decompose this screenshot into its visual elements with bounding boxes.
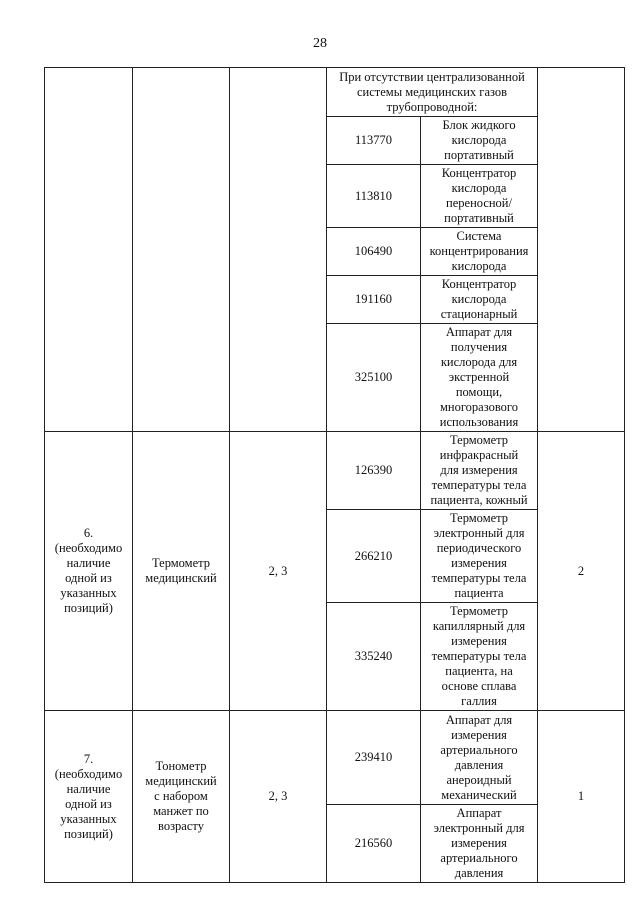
row6-name: Термометр медицинский — [133, 432, 230, 711]
item-code: 126390 — [327, 432, 421, 510]
row7-points: 2, 3 — [230, 711, 327, 883]
item-name: Термометр капиллярный для измерения температуры тела пациента, на основе сплава галлия — [421, 603, 538, 711]
row6-qty: 2 — [538, 432, 625, 711]
cell-qty-empty — [538, 68, 625, 432]
item-code: 239410 — [327, 711, 421, 805]
row7-name: Тонометр медицинский с набором манжет по возрасту — [133, 711, 230, 883]
item-name: Аппарат для получения кислорода для экстренной помощи, многоразового использования — [421, 324, 538, 432]
cell-points-empty — [230, 68, 327, 432]
cell-name-empty — [133, 68, 230, 432]
item-name: Блок жидкого кислорода портативный — [421, 117, 538, 165]
table-row — [45, 432, 625, 510]
item-code: 266210 — [327, 510, 421, 603]
item-code: 191160 — [327, 276, 421, 324]
item-code: 113810 — [327, 165, 421, 228]
oxygen-note: При отсутствии централизованной системы медицинских газов трубопроводной: — [327, 68, 538, 117]
page-number: 28 — [313, 36, 327, 51]
item-name: Аппарат электронный для измерения артериального давления — [421, 805, 538, 883]
item-name: Термометр инфракрасный для измерения температуры тела пациента, кожный — [421, 432, 538, 510]
cell-num-empty — [45, 68, 133, 432]
row6-points: 2, 3 — [230, 432, 327, 711]
equipment-table — [44, 67, 625, 883]
row7-qty: 1 — [538, 711, 625, 883]
table-row — [45, 711, 625, 805]
item-code: 325100 — [327, 324, 421, 432]
item-name: Система концентрирования кислорода — [421, 228, 538, 276]
item-name: Концентратор кислорода стационарный — [421, 276, 538, 324]
item-code: 216560 — [327, 805, 421, 883]
table-row — [45, 68, 625, 117]
item-code: 335240 — [327, 603, 421, 711]
item-name: Концентратор кислорода переносной/ портативный — [421, 165, 538, 228]
item-name: Аппарат для измерения артериального давления анероидный механический — [421, 711, 538, 805]
item-name: Термометр электронный для периодического измерения температуры тела пациента — [421, 510, 538, 603]
row6-number: 6. (необходимо наличие одной из указанных позиций) — [45, 432, 133, 711]
item-code: 106490 — [327, 228, 421, 276]
row7-number: 7. (необходимо наличие одной из указанных позиций) — [45, 711, 133, 883]
item-code: 113770 — [327, 117, 421, 165]
